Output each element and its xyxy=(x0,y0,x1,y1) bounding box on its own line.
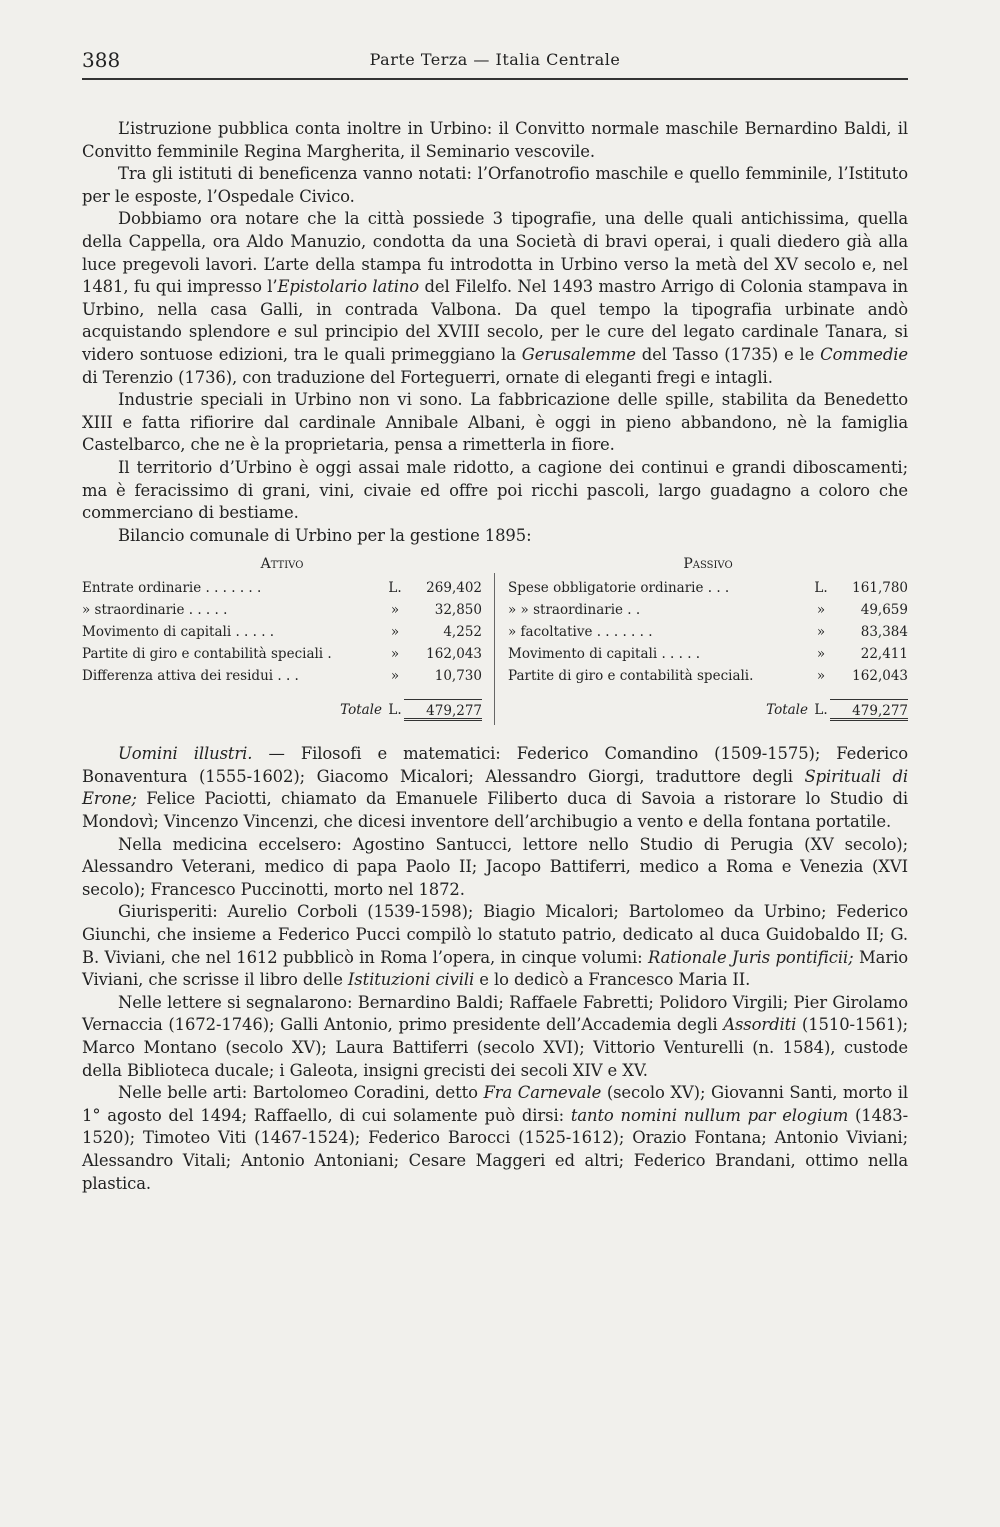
table-row xyxy=(82,621,482,643)
attivo-total-row xyxy=(82,699,482,721)
row-label: Partite di giro e contabilità speciali . xyxy=(82,646,332,663)
page-body xyxy=(82,118,908,1195)
table-row xyxy=(82,599,482,621)
row-label: » facoltative . . . . . . . xyxy=(508,624,653,641)
table-row xyxy=(82,665,482,687)
row-currency: L. xyxy=(388,580,402,597)
table-row xyxy=(508,577,908,599)
total-label: Totale xyxy=(340,702,382,719)
table-row xyxy=(508,599,908,621)
column-divider xyxy=(494,573,495,725)
paragraph: Nelle lettere si segnalarono: Bernardino Baldi; Raffaele Fabretti; Polidoro Virgili; Pier Girolamo Vernaccia (1672-1746); Galli Antonio, primo presidente dell’Accademia degli Assorditi (1510-1561); Marco Montano (secolo XV); Laura Battiferri (secolo XVI); Vittorio Venturelli (n. 1584), custode della Biblioteca ducale; i Galeota, insigni grecisti dei secoli XIV e XV. xyxy=(82,992,908,1080)
row-currency: » xyxy=(390,668,400,685)
table-row xyxy=(508,621,908,643)
row-label: Entrate ordinarie . . . . . . . xyxy=(82,580,262,597)
row-label: Movimento di capitali . . . . . xyxy=(508,646,701,663)
paragraph: Uomini illustri. — Filosofi e matematici: Federico Comandino (1509-1575); Federico Bonaventura (1555-1602); Giacomo Micalori; Alessandro Giorgi, traduttore degli Spirituali di Erone; Felice Paciotti, chiamato da Emanuele Filiberto duca di Savoia a ristorare lo Studio di Mondovì; Vincenzo Vincenzi, che dicesi inventore dell’archibugio a vento e della fontana portatile. xyxy=(82,744,909,832)
row-currency: » xyxy=(816,646,826,663)
total-currency: L. xyxy=(388,702,402,719)
row-value: 22,411 xyxy=(860,646,908,663)
row-label: Differenza attiva dei residui . . . xyxy=(82,668,299,685)
row-label: Spese obbligatorie ordinarie . . . xyxy=(508,580,730,597)
paragraph: Dobbiamo ora notare che la città possiede 3 tipografie, una delle quali antichissima, quella della Cappella, ora Aldo Manuzio, condotta da una Società di bravi operai, i quali diedero già alla luce pregevoli lavori. L’arte della stampa fu introdotta in Urbino verso la metà del XV secolo e, nel 1481, fu qui impresso l’Epistolario latino del Filelfo. Nel 1493 mastro Arrigo di Colonia stampava in Urbino, nella casa Galli, in contrada Valbona. Da quel tempo la tipografia urbinate andò acquistando splendore e sul principio del XVIII secolo, per le cure del legato cardinale Tanara, si videro sontuose edizioni, tra le quali primeggiano la Gerusalemme del Tasso (1735) e le Commedie di Terenzio (1736), con traduzione del Forteguerri, ornate di eleganti fregi e intagli. xyxy=(82,209,908,387)
row-label: Movimento di capitali . . . . . xyxy=(82,624,275,641)
paragraph: Il territorio d’Urbino è oggi assai male ridotto, a cagione dei continui e grandi diboscamenti; ma è feracissimo di grani, vini, civaie ed offre poi ricchi pascoli, largo guadagno a coloro che commerciano di bestiame. xyxy=(82,457,908,523)
row-label: Partite di giro e contabilità speciali. xyxy=(508,668,754,685)
budget-table xyxy=(82,555,908,733)
row-currency: » xyxy=(390,624,400,641)
paragraph: Tra gli istituti di beneficenza vanno notati: l’Orfanotrofio maschile e quello femminile, l’Istituto per le esposte, l’Ospedale Civico. xyxy=(82,164,908,206)
paragraph: Industrie speciali in Urbino non vi sono. La fabbricazione delle spille, stabilita da Benedetto XIII e fatta rifiorire dal cardinale Annibale Albani, è oggi in pieno abbandono, nè la famiglia Castelbarco, che ne è la proprietaria, pensa a rimetterla in fiore. xyxy=(82,390,908,455)
page-header xyxy=(82,48,908,80)
total-value: 479,277 xyxy=(830,699,908,721)
row-value: 162,043 xyxy=(426,646,482,663)
row-currency: » xyxy=(816,668,826,685)
row-label: » straordinarie . . . . . xyxy=(82,602,228,619)
row-value: 49,659 xyxy=(860,602,908,619)
row-value: 4,252 xyxy=(443,624,482,641)
passivo-rows xyxy=(508,577,908,687)
attivo-column xyxy=(82,555,482,721)
row-currency: » xyxy=(390,646,400,663)
row-currency: » xyxy=(390,602,400,619)
paragraph: Giurisperiti: Aurelio Corboli (1539-1598); Biagio Micalori; Bartolomeo da Urbino; Federico Giunchi, che insieme a Federico Pucci compilò lo statuto patrio, dedicato al duca Guidobaldo II; G. B. Viviani, che nel 1612 pubblicò in Roma l’opera, in cinque volumi: Rationale Juris pontificii; Mario Viviani, che scrisse il libro delle Istituzioni civili e lo dedicò a Francesco Maria II. xyxy=(82,902,908,990)
passivo-heading: Passivo xyxy=(683,556,733,573)
paragraph: Bilancio comunale di Urbino per la gestione 1895: xyxy=(118,525,532,545)
row-value: 161,780 xyxy=(852,580,908,597)
paragraph: L’istruzione pubblica conta inoltre in Urbino: il Convitto normale maschile Bernardino Baldi, il Convitto femminile Regina Margherita, il Seminario vescovile. xyxy=(82,119,908,161)
total-currency: L. xyxy=(814,702,828,719)
paragraph: Nelle belle arti: Bartolomeo Coradini, detto Fra Carnevale (secolo XV); Giovanni Santi, morto il 1° agosto del 1494; Raffaello, di cui solamente può dirsi: tanto nomini nullum par elogium (1483-1520); Timoteo Viti (1467-1524); Federico Barocci (1525-1612); Orazio Fontana; Antonio Viviani; Alessandro Vitali; Antonio Antoniani; Cesare Maggeri ed altri; Federico Brandani, ottimo nella plastica. xyxy=(82,1083,909,1193)
row-currency: » xyxy=(816,602,826,619)
attivo-heading: Attivo xyxy=(260,556,304,573)
row-value: 32,850 xyxy=(434,602,482,619)
table-row xyxy=(82,643,482,665)
row-currency: L. xyxy=(814,580,828,597)
passivo-column xyxy=(508,555,908,721)
row-currency: » xyxy=(816,624,826,641)
attivo-rows xyxy=(82,577,482,687)
row-value: 162,043 xyxy=(852,668,908,685)
row-value: 269,402 xyxy=(426,580,482,597)
total-label: Totale xyxy=(766,702,808,719)
total-value: 479,277 xyxy=(404,699,482,721)
row-value: 83,384 xyxy=(860,624,908,641)
row-label: » » straordinarie . . xyxy=(508,602,641,619)
table-row xyxy=(82,577,482,599)
table-row xyxy=(508,665,908,687)
passivo-total-row xyxy=(508,699,908,721)
row-value: 10,730 xyxy=(434,668,482,685)
page-number: 388 xyxy=(82,48,121,72)
paragraph: Nella medicina eccelsero: Agostino Santucci, lettore nello Studio di Perugia (XV secolo); Alessandro Veterani, medico di papa Paolo II; Jacopo Battiferri, medico a Roma e Venezia (XVI secolo); Francesco Puccinotti, morto nel 1872. xyxy=(82,834,908,899)
table-row xyxy=(508,643,908,665)
running-title: Parte Terza — Italia Centrale xyxy=(369,50,621,69)
